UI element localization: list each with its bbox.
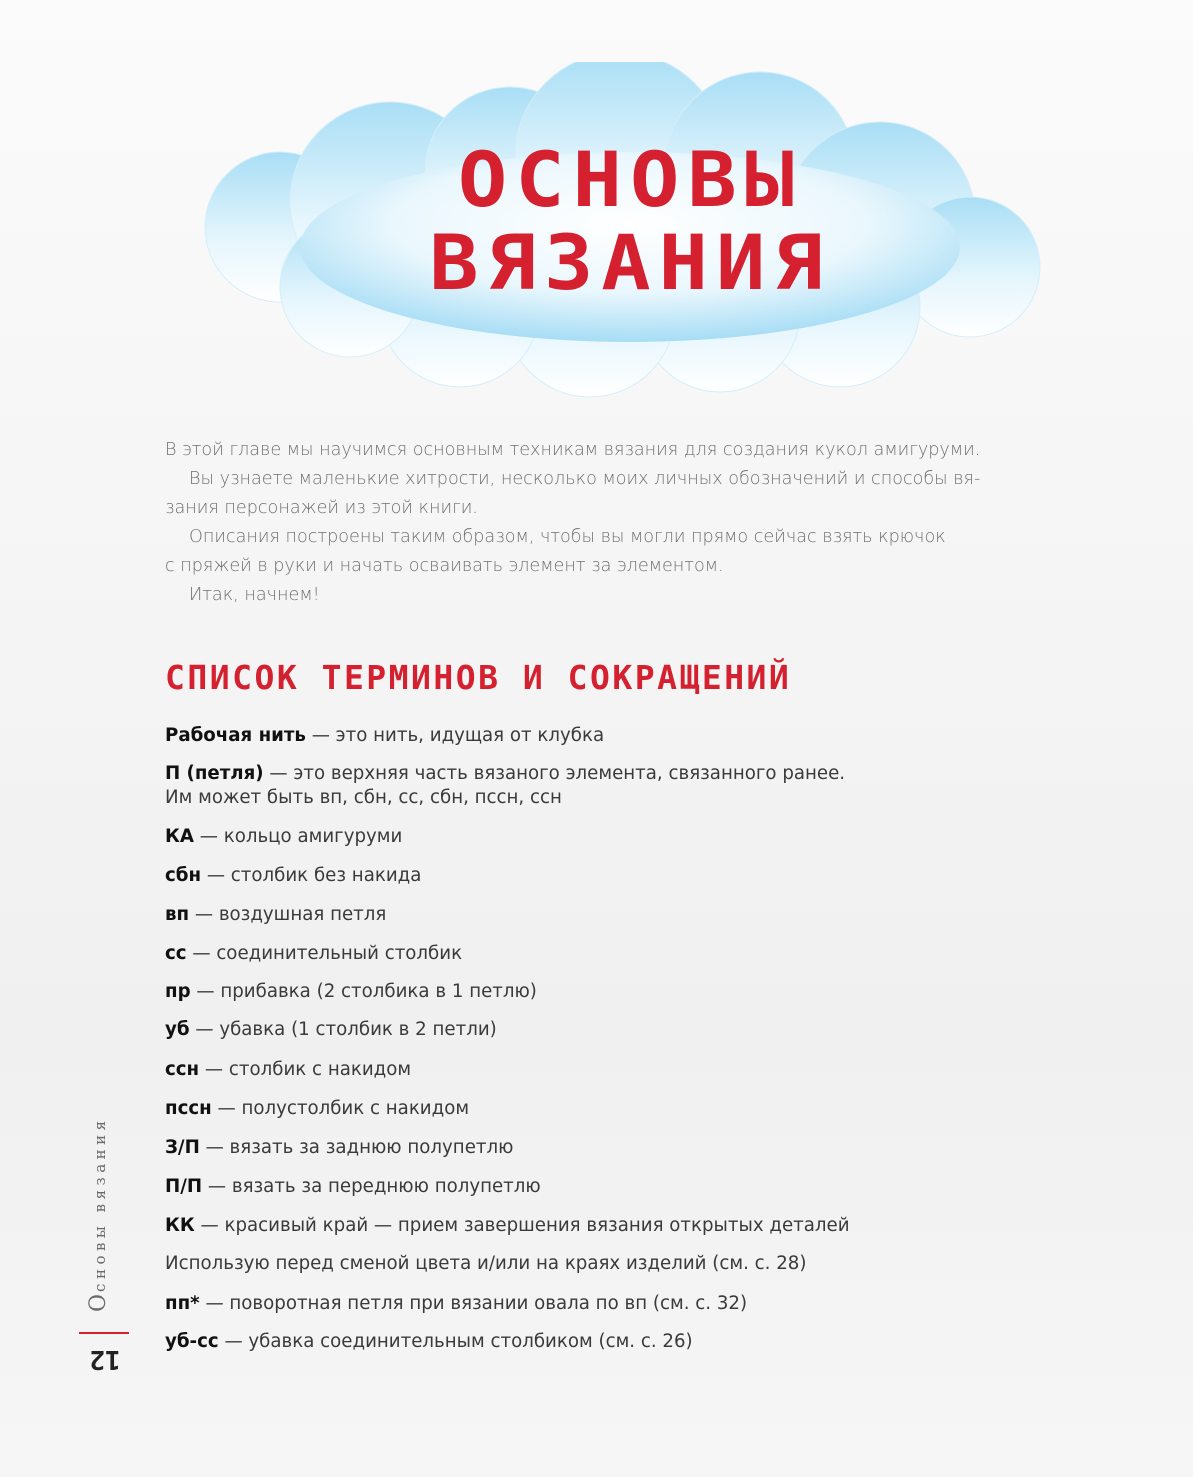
running-head [86, 1116, 111, 1312]
term-name: П (петля) [165, 763, 264, 784]
intro-line: В этой главе мы научимся основным техникам вязания для создания кукол амигуруми. [165, 440, 981, 460]
term-item [165, 762, 1045, 810]
intro-line: Вы узнаете маленькие хитрости, несколько моих личных обозначений и способы вя- [189, 469, 981, 489]
term-name: пп* [165, 1293, 200, 1314]
intro-line: с пряжей в руки и начать осваивать элемент за элементом. [165, 556, 724, 576]
intro-line: Описания построены таким образом, чтобы вы могли прямо сейчас взять крючок [189, 527, 946, 547]
running-head-rule [79, 1332, 129, 1334]
term-item [165, 980, 1045, 1004]
term-item [165, 825, 1045, 849]
page-number: 12 [89, 1344, 121, 1374]
term-description: — убавка (1 столбик в 2 петли) [189, 1019, 497, 1040]
term-description: — воздушная петля [189, 904, 387, 925]
term-name: сбн [165, 865, 202, 886]
term-item [165, 1330, 1045, 1354]
term-description: — кольцо амигуруми [193, 826, 403, 847]
term-name: П/П [165, 1176, 203, 1197]
term-item [165, 1175, 1045, 1199]
term-name: пссн [165, 1098, 212, 1119]
term-item [165, 724, 1045, 748]
term-name: З/П [165, 1137, 200, 1158]
term-description: — убавка соединительным столбиком (см. с. 26) [218, 1331, 693, 1352]
term-name: КА [165, 826, 194, 847]
term-description-continued: Им может быть вп, сбн, сс, сбн, пссн, ссн [165, 787, 562, 808]
chapter-title [300, 137, 960, 308]
term-item [165, 1018, 1045, 1042]
term-item [165, 1292, 1045, 1316]
term-description: — вязать за переднюю полупетлю [202, 1176, 541, 1197]
term-name: пр [165, 981, 191, 1002]
term-description: — красивый край — прием завершения вязания открытых деталей [194, 1215, 850, 1236]
term-name: ссн [165, 1059, 200, 1080]
intro-line: зания персонажей из этой книги. [165, 498, 478, 518]
term-item [165, 1214, 1045, 1238]
term-description: Использую перед сменой цвета и/или на краях изделий (см. с. 28) [165, 1253, 807, 1274]
term-description: — полустолбик с накидом [211, 1098, 470, 1119]
term-description: — это верхняя часть вязаного элемента, связанного ранее. [263, 763, 846, 784]
intro-text [165, 436, 1045, 610]
term-description: — поворотная петля при вязании овала по вп (см. с. 32) [199, 1293, 748, 1314]
term-description: — столбик с накидом [199, 1059, 412, 1080]
term-description: — вязать за заднюю полупетлю [199, 1137, 514, 1158]
term-item [165, 942, 1045, 966]
running-head-initial: О [86, 1291, 111, 1312]
term-name: КК [165, 1215, 195, 1236]
term-item [165, 1252, 1045, 1276]
term-description: — соединительный столбик [186, 943, 463, 964]
term-name: уб [165, 1019, 190, 1040]
chapter-title-line-2: ВЯЗАНИЯ [429, 220, 831, 308]
term-name: уб-сс [165, 1331, 219, 1352]
term-name: вп [165, 904, 190, 925]
term-name: Рабочая нить [165, 725, 306, 746]
term-item [165, 1058, 1045, 1082]
intro-line: Итак, начнем! [189, 585, 320, 605]
term-item [165, 1097, 1045, 1121]
term-item [165, 903, 1045, 927]
term-item [165, 864, 1045, 888]
term-description: — прибавка (2 столбика в 1 петлю) [190, 981, 537, 1002]
term-description: — это нить, идущая от клубка [305, 725, 605, 746]
term-name: сс [165, 943, 187, 964]
term-description: — столбик без накида [201, 865, 422, 886]
section-title: СПИСОК ТЕРМИНОВ И СОКРАЩЕНИЙ [165, 658, 792, 697]
running-head-text: сновы вязания [91, 1116, 109, 1292]
chapter-title-line-1: ОСНОВЫ [457, 137, 803, 225]
term-item [165, 1136, 1045, 1160]
